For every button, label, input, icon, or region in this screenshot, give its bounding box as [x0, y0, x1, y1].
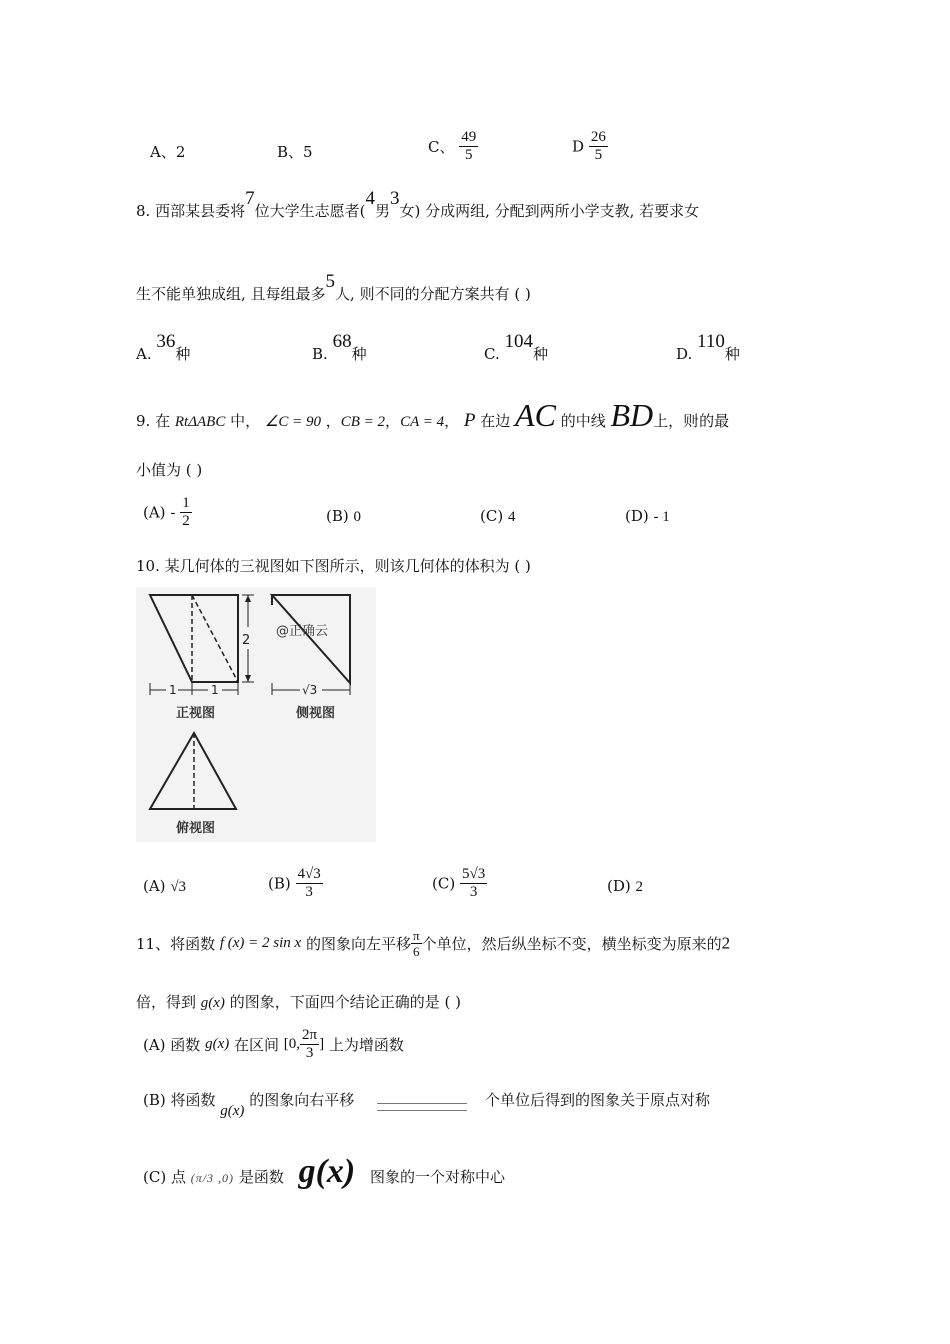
- q11-line2: 倍，得到 g(x) 的图象，下面四个结论正确的是 ( ): [136, 993, 461, 1011]
- q7-option-c: [428, 129, 478, 164]
- q9-line2: 小值为 ( ): [136, 461, 203, 479]
- q8-option-c: C. 104种: [484, 331, 549, 363]
- q9-option-d: (D) - 1: [625, 507, 670, 525]
- q7-option-d-label: D: [572, 137, 585, 156]
- q7-option-c-label: C、: [428, 138, 455, 156]
- q11-option-a: (A) 函数 g(x) 在区间 [0, $\frac{2\pi}{3}$ ] 上为增函数: [143, 1027, 404, 1061]
- dim-1-right: 1: [211, 683, 219, 697]
- q8-option-b: B. 68种: [312, 331, 367, 363]
- q9-line1: 9. 在 RtΔABC 中， ∠C = 90 ，CB = 2，CA = 4， P 在边 AC 的中线 BD上，则⃗⃗⃗的最: [136, 398, 729, 440]
- q10-option-a: (A) √3: [143, 877, 187, 895]
- dim-1-left: 1: [169, 683, 177, 697]
- side-view-triangle: [272, 595, 350, 683]
- q7-option-d-fraction: $\frac{26}{5}$: [590, 129, 606, 163]
- q9-option-b: (B) 0: [326, 507, 362, 525]
- front-view-dashed-diagonal: [192, 595, 238, 682]
- q9-option-a: (A) - $\frac{1}{2}$: [143, 495, 190, 529]
- q7-option-b: B、5: [277, 143, 313, 161]
- q10-stem: 10. 某几何体的三视图如下图所示，则该几何体的体积为 ( ): [136, 557, 531, 575]
- q11-line1: 11、将函数 f (x) = 2 sin x 的图象向左平移 $\frac{\pi}{6}$ 个单位，然后纵坐标不变，横坐标变为原来的2: [136, 928, 731, 959]
- q11-option-b: (B) 将函数 g(x) 的图象向右平移 个单位后得到的图象关于原点对称: [143, 1091, 710, 1119]
- q7-option-d: [572, 129, 608, 164]
- watermark: @正确云: [276, 624, 329, 639]
- side-view-label: 侧视图: [296, 706, 336, 721]
- q8-option-d: D. 110种: [676, 331, 740, 363]
- q11-c-point: (π/3 ,0): [190, 1171, 235, 1185]
- q8-line1: 8. 西部某县委将7位大学生志愿者(4男3女) 分成两组, 分配到两所小学支教, 若要求女: [136, 188, 700, 220]
- q9-option-c: (C) 4: [480, 507, 516, 525]
- q10-option-c: (C) $\frac{5√3}{3}$: [432, 866, 486, 900]
- q7-option-a: A、2: [150, 143, 186, 161]
- q11-b-smudged-fraction: [377, 1103, 467, 1111]
- dim-sqrt3: √3: [302, 683, 318, 697]
- q10-option-d: (D) 2: [607, 877, 644, 895]
- three-view-figure: [136, 587, 376, 842]
- front-view-outline: [150, 595, 238, 682]
- q8-option-a: A. 36种: [136, 331, 191, 363]
- q7-option-c-fraction: $\frac{49}{5}$: [461, 129, 477, 163]
- three-view-diagram: [136, 587, 376, 842]
- dim-2: 2: [242, 633, 251, 648]
- front-view-label: 正视图: [176, 706, 216, 721]
- q10-option-b: (B) $\frac{4√3}{3}$: [268, 866, 321, 900]
- top-view-label: 俯视图: [176, 821, 216, 836]
- q9-smudged-expression: ⃗⃗⃗: [698, 417, 700, 429]
- top-view-triangle: [150, 733, 236, 809]
- q11-option-c: (C) 点 (π/3 ,0) 是函数 g(x) 图象的一个对称中心: [143, 1153, 506, 1190]
- q8-line2: 生不能单独成组, 且每组最多5人, 则不同的分配方案共有 ( ): [136, 271, 531, 303]
